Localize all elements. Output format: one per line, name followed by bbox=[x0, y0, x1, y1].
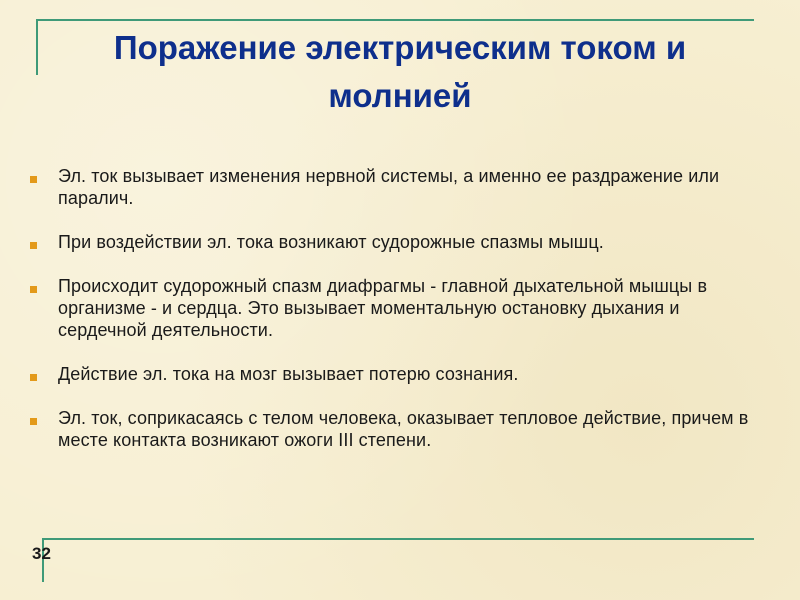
bullet-text: При воздействии эл. тока возникают судорожные спазмы мышц. bbox=[58, 232, 604, 252]
page-number: 32 bbox=[32, 544, 51, 563]
bullet-item bbox=[28, 363, 758, 385]
frame-line-top-left bbox=[36, 19, 38, 75]
square-bullet-icon bbox=[30, 242, 37, 249]
bullet-item bbox=[28, 165, 758, 209]
bullet-text: Происходит судорожный спазм диафрагмы - главной дыхательной мышцы в организме - и сердца. Это вызывает моментальную остановку дыхания и сердечной деятельности. bbox=[58, 276, 708, 340]
bullet-item bbox=[28, 275, 758, 341]
frame-line-bottom bbox=[44, 538, 754, 540]
slide-title: Поражение электрическим током и молнией bbox=[113, 29, 687, 114]
square-bullet-icon bbox=[30, 418, 37, 425]
frame-line-top bbox=[38, 19, 754, 21]
bullet-text: Эл. ток вызывает изменения нервной системы, а именно ее раздражение или паралич. bbox=[58, 166, 720, 208]
square-bullet-icon bbox=[30, 176, 37, 183]
square-bullet-icon bbox=[30, 374, 37, 381]
bullet-list bbox=[28, 165, 758, 473]
bullet-text: Действие эл. тока на мозг вызывает потерю сознания. bbox=[58, 364, 519, 384]
bullet-text: Эл. ток, соприкасаясь с телом человека, оказывает тепловое действие, причем в месте контакта возникают ожоги III степени. bbox=[58, 408, 749, 450]
square-bullet-icon bbox=[30, 286, 37, 293]
bullet-item bbox=[28, 231, 758, 253]
bullet-item bbox=[28, 407, 758, 451]
